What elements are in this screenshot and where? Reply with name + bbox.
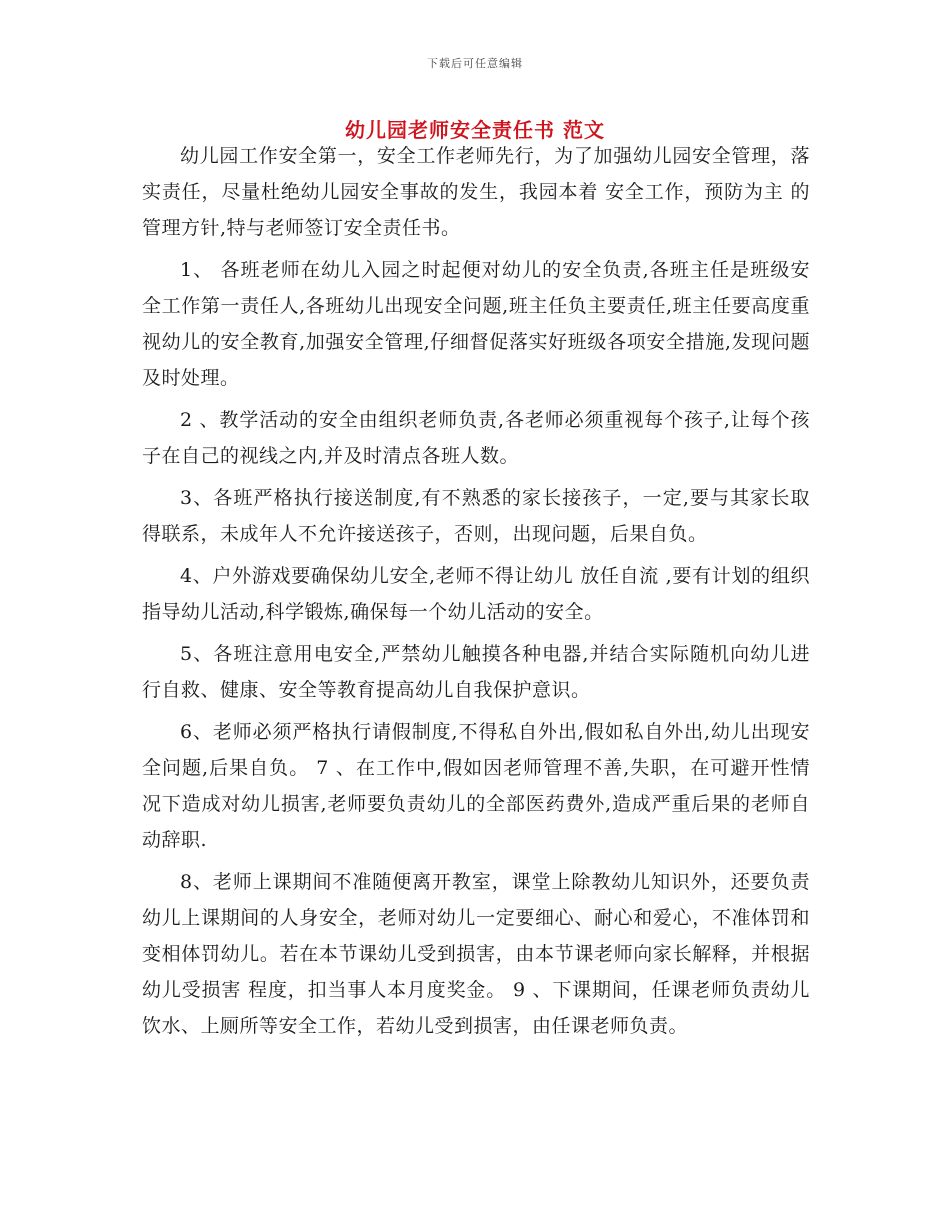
clause-4-paragraph: 4、户外游戏要确保幼儿安全,老师不得让幼儿 放任自流 ,要有计划的组织指导幼儿活动,科学锻炼,确保每一个幼儿活动的安全。	[142, 565, 810, 623]
document-body	[142, 138, 810, 1050]
document-title: 幼儿园老师安全责任书 范文	[345, 118, 605, 142]
clause-5-paragraph: 5、各班注意用电安全,严禁幼儿触摸各种电器,并结合实际随机向幼儿进行自救、健康、安全等教育提高幼儿自我保护意识。	[142, 643, 810, 701]
clause-3-paragraph: 3、各班严格执行接送制度,有不熟悉的家长接孩子，一定,要与其家长取得联系，未成年人不允许接送孩子，否则，出现问题，后果自负。	[142, 487, 810, 545]
header-note: 下载后可任意编辑	[427, 57, 523, 70]
clause-2-paragraph: 2 、教学活动的安全由组织老师负责,各老师必须重视每个孩子,让每个孩子在自己的视线之内,并及时清点各班人数。	[142, 409, 810, 467]
clause-6-7-paragraph: 6、老师必须严格执行请假制度,不得私自外出,假如私自外出,幼儿出现安全问题,后果自负。 7 、在工作中,假如因老师管理不善,失职，在可避开性情况下造成对幼儿损害,老师要负责幼儿的全部医药费外,造成严重后果的老师自动辞职.	[142, 721, 810, 851]
clause-8-9-paragraph: 8、老师上课期间不准随便离开教室，课堂上除教幼儿知识外，还要负责幼儿上课期间的人身安全，老师对幼儿一定要细心、耐心和爱心，不准体罚和变相体罚幼儿。若在本节课幼儿受到损害，由本节课老师向家长解释，并根据幼儿受损害 程度，扣当事人本月度奖金。 9 、下课期间，任课老师负责幼儿饮水、上厕所等安全工作，若幼儿受到损害，由任课老师负责。	[142, 871, 810, 1037]
intro-paragraph: 幼儿园工作安全第一，安全工作老师先行，为了加强幼儿园安全管理，落实责任，尽量杜绝幼儿园安全事故的发生，我园本着 安全工作，预防为主 的管理方针,特与老师签订安全责任书。	[142, 145, 810, 239]
clause-1-paragraph: 1、 各班老师在幼儿入园之时起便对幼儿的安全负责,各班主任是班级安全工作第一责任人,各班幼儿出现安全问题,班主任负主要责任,班主任要高度重视幼儿的安全教育,加强安全管理,仔细督促落实好班级各项安全措施,发现问题及时处理。	[142, 259, 810, 389]
